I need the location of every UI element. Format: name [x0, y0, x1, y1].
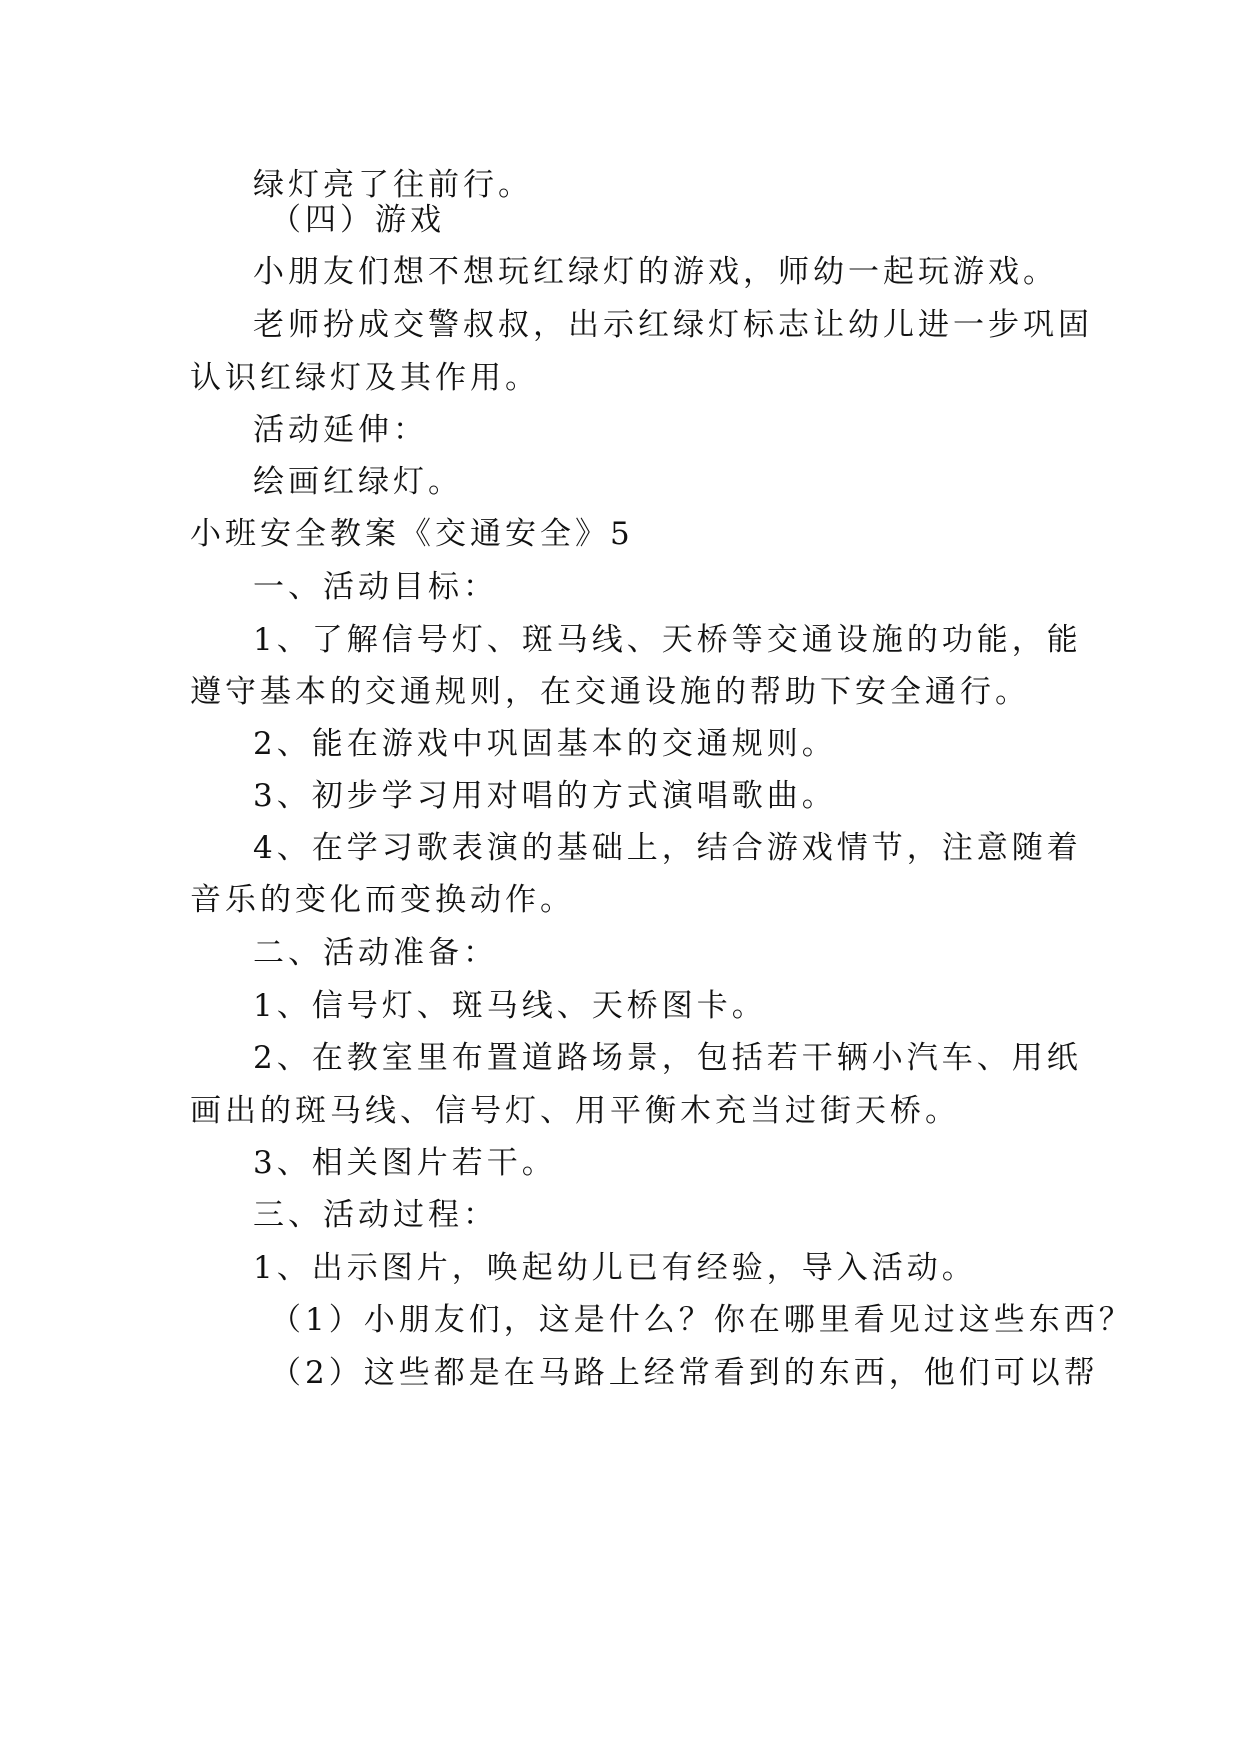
section-heading: （四）游戏: [270, 202, 445, 238]
paragraph-line: 认识红绿灯及其作用。: [190, 360, 540, 396]
section-heading: 二、活动准备：: [253, 935, 498, 971]
paragraph-line: 2、能在游戏中巩固基本的交通规则。: [253, 726, 837, 762]
paragraph-line: 绿灯亮了往前行。: [253, 167, 533, 203]
paragraph-line: 3、相关图片若干。: [253, 1145, 557, 1181]
paragraph-line: 画出的斑马线、信号灯、用平衡木充当过街天桥。: [190, 1093, 960, 1129]
paragraph-line: 2、在教室里布置道路场景，包括若干辆小汽车、用纸: [253, 1040, 1082, 1076]
paragraph-line: 遵守基本的交通规则，在交通设施的帮助下安全通行。: [190, 674, 1030, 710]
paragraph-line: 小朋友们想不想玩红绿灯的游戏，师幼一起玩游戏。: [253, 254, 1058, 290]
section-heading: 一、活动目标：: [253, 569, 498, 605]
paragraph-line: 老师扮成交警叔叔，出示红绿灯标志让幼儿进一步巩固: [253, 307, 1093, 343]
paragraph-line: 3、初步学习用对唱的方式演唱歌曲。: [253, 778, 837, 814]
paragraph-line: 绘画红绿灯。: [253, 464, 463, 500]
section-heading: 三、活动过程：: [253, 1197, 498, 1233]
paragraph-line: （2）这些都是在马路上经常看到的东西，他们可以帮: [270, 1355, 1099, 1391]
paragraph-line: 1、信号灯、斑马线、天桥图卡。: [253, 988, 767, 1024]
section-heading: 活动延伸：: [253, 412, 428, 448]
paragraph-line: 1、出示图片，唤起幼儿已有经验，导入活动。: [253, 1250, 977, 1286]
paragraph-line: （1）小朋友们，这是什么？你在哪里看见过这些东西？: [270, 1302, 1134, 1338]
paragraph-line: 音乐的变化而变换动作。: [190, 882, 575, 918]
paragraph-line: 4、在学习歌表演的基础上，结合游戏情节，注意随着: [253, 830, 1082, 866]
paragraph-line: 1、了解信号灯、斑马线、天桥等交通设施的功能，能: [253, 622, 1082, 658]
document-title: 小班安全教案《交通安全》5: [190, 516, 634, 552]
